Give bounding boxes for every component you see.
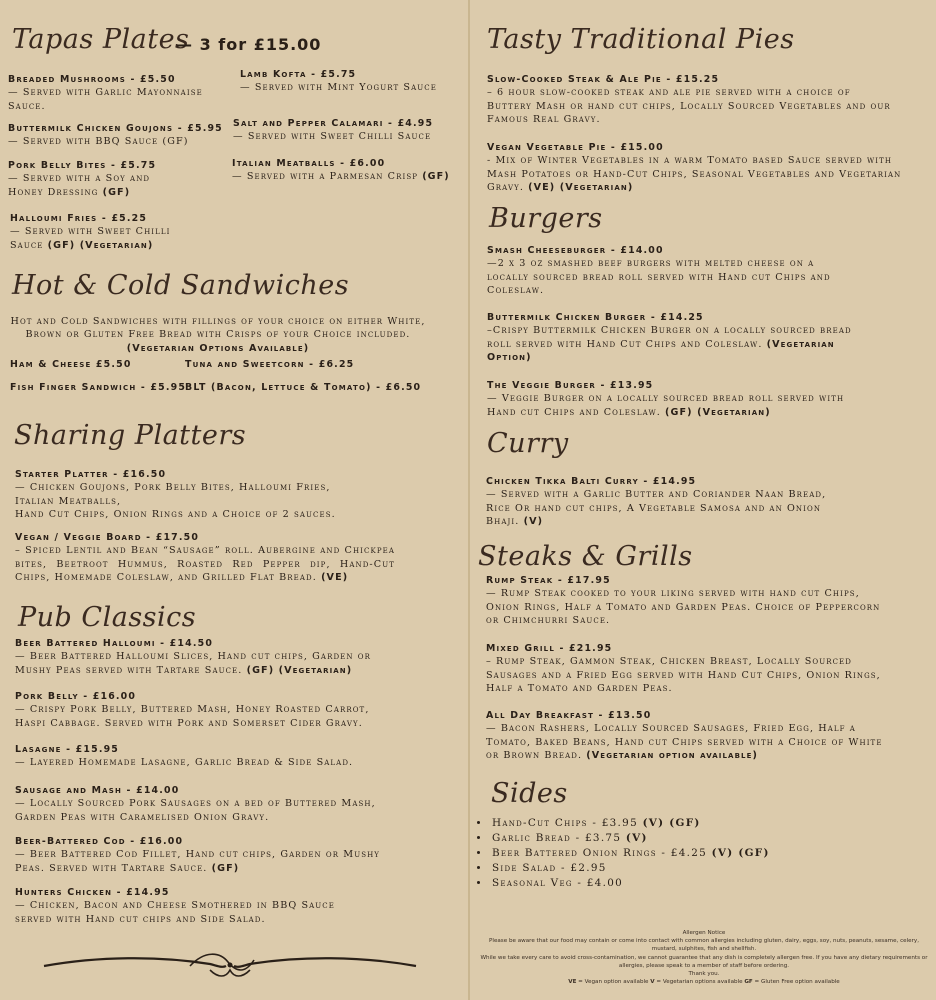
item-title: Starter Platter - £16.50 <box>15 469 167 480</box>
item-title: Beer Battered Halloumi - £14.50 <box>15 638 214 649</box>
item-tag: (Vegetarian Option) <box>487 338 835 363</box>
menu-item <box>486 642 886 695</box>
flourish-ornament <box>40 946 420 982</box>
key-ve: VE <box>568 979 577 986</box>
side-tag: (V) (GF) <box>711 847 770 859</box>
item-desc: — Beer Battered Cod Fillet, Hand cut chips, Garden or Mushy Peas. Served with Tartare Sauce. <box>15 849 381 874</box>
key-ve-text: = Vegan option available <box>576 979 651 986</box>
menu-item <box>487 379 867 419</box>
curry-title: Curry <box>487 428 569 459</box>
key-gf-text: = Gluten Free option available <box>752 979 840 986</box>
item-tag: (VE) (Vegetarian) <box>528 181 634 193</box>
item-tag: (VE) <box>321 571 349 583</box>
item-desc: –Crispy Buttermilk Chicken Burger on a locally sourced bread roll served with Hand Cut Chips and Coleslaw. <box>487 325 852 350</box>
item-desc: - Mix of Winter Vegetables in a warm Tomato based Sauce served with Mash Potatoes or Hand-Cut Chips, Seasonal Vegetables and Vegetarian Gravy. <box>487 155 902 193</box>
tapas-deal: — 3 for £15.00 <box>176 35 322 54</box>
item-tag: (GF) <box>422 171 450 183</box>
item-title: Buttermilk Chicken Goujons - £5.95 <box>8 123 223 134</box>
sandwich-item <box>185 358 354 371</box>
list-item <box>490 831 890 846</box>
item-desc: — Served with a Soy and Honey Dressing <box>8 173 151 198</box>
menu-item <box>8 159 168 199</box>
item-desc: — Beer Battered Halloumi Slices, Hand cut chips, Garden or Mushy Peas served with Tartare Sauce. <box>15 651 371 676</box>
pies-title: Tasty Traditional Pies <box>487 24 795 55</box>
item-title: Smash Cheeseburger - £14.00 <box>487 245 664 256</box>
sandwiches-intro <box>8 315 428 355</box>
item-tag: (V) <box>523 515 544 527</box>
key-gf: GF <box>744 979 753 986</box>
item-tag: (GF) <box>102 186 131 198</box>
item-title: Lamb Kofta - £5.75 <box>240 69 357 80</box>
item-title: Buttermilk Chicken Burger - £14.25 <box>487 312 704 323</box>
item-title: The Veggie Burger - £13.95 <box>487 380 654 391</box>
item-title: Italian Meatballs - £6.00 <box>232 158 386 169</box>
side-label: Seasonal Veg - £4.00 <box>492 877 624 889</box>
allergen-key <box>476 978 932 986</box>
menu-item <box>15 886 355 926</box>
allergen-text: While we take every care to avoid cross-contamination, we cannot guarantee that any dish is completely allergen free. If you have any dietary requirements or allergies, please speak to a member of staff before ordering. <box>480 954 928 969</box>
list-item <box>490 876 890 891</box>
item-title: Rump Steak - £17.95 <box>486 575 611 586</box>
menu-item <box>487 141 902 194</box>
item-title: Beer-Battered Cod - £16.00 <box>15 836 184 847</box>
menu-item <box>15 637 385 677</box>
item-title: Vegan Vegetable Pie - £15.00 <box>487 142 664 153</box>
menu-item <box>486 574 886 627</box>
sides-list <box>470 816 890 891</box>
item-title: BLT (Bacon, Lettuce & Tomato) - £6.50 <box>185 382 422 393</box>
item-desc: – Spiced Lentil and Bean “Sausage” roll. Aubergine and Chickpea bites, Beetroot Hummus, Roasted Red Pepper dip, Hand-Cut Chips, Homemade Coleslaw, and Grilled Flat Bread. <box>15 545 395 583</box>
item-desc: – Rump Steak, Gammon Steak, Chicken Breast, Locally Sourced Sausages and a Fried Egg served with Hand Cut Chips, Onion Rings, Half a Tomato and Garden Peas. <box>486 656 881 694</box>
item-desc: — Served with Mint Yogurt Sauce <box>240 82 437 94</box>
sharing-title: Sharing Platters <box>14 420 247 451</box>
side-label: Garlic Bread - £3.75 <box>492 832 622 844</box>
item-title: All Day Breakfast - £13.50 <box>486 710 652 721</box>
side-label: Beer Battered Onion Rings - £4.25 <box>492 847 708 859</box>
classics-title: Pub Classics <box>18 602 197 633</box>
item-title: Ham & Cheese £5.50 <box>10 359 132 370</box>
item-title: Sausage and Mash - £14.00 <box>15 785 180 796</box>
menu-item <box>15 743 385 770</box>
item-desc: — Served with a Garlic Butter and Coriander Naan Bread, Rice Or hand cut chips, A Vegetable Samosa and an Onion Bhaji. <box>486 489 827 527</box>
item-title: Slow-Cooked Steak & Ale Pie - £15.25 <box>487 74 720 85</box>
allergen-notice <box>476 929 932 986</box>
menu-item <box>487 73 897 126</box>
menu-item <box>15 690 385 730</box>
item-desc: — Served with BBQ Sauce (GF) <box>8 136 189 148</box>
allergen-text: Please be aware that our food may contain or come into contact with common allergies including gluten, dairy, eggs, soy, nuts, peanuts, sesame, celery, mustard, sulphites, fish and shellfish. <box>489 938 919 953</box>
menu-item <box>8 122 223 149</box>
key-v-text: = Vegetarian options available <box>654 979 745 986</box>
menu-item <box>15 784 385 824</box>
item-desc: — Served with Sweet Chilli Sauce <box>233 131 432 143</box>
menu-item <box>15 531 395 584</box>
menu-item <box>487 244 847 297</box>
allergen-thanks: Thank you. <box>688 971 720 978</box>
side-label: Side Salad - £2.95 <box>492 862 607 874</box>
item-desc: Hand Cut Chips, Onion Rings and a Choice of 2 sauces. <box>15 508 336 520</box>
steaks-title: Steaks & Grills <box>478 541 693 572</box>
right-column <box>470 0 936 1000</box>
intro-tag: (Vegetarian Options Available) <box>126 342 310 354</box>
item-desc: — Served with Garlic Mayonnaise Sauce. <box>8 87 203 112</box>
item-desc: — Bacon Rashers, Locally Sourced Sausages, Fried Egg, Half a Tomato, Baked Beans, Hand cut Chips served with a Choice of White or Brown Bread. <box>486 723 883 761</box>
menu-item <box>487 311 867 364</box>
item-title: Hunters Chicken - £14.95 <box>15 887 170 898</box>
item-tag: (Vegetarian option available) <box>586 749 758 761</box>
menu-item <box>486 709 886 762</box>
item-title: Tuna and Sweetcorn - £6.25 <box>185 359 355 370</box>
side-tag: (V) <box>625 832 648 844</box>
item-title: Salt and Pepper Calamari - £4.95 <box>233 118 434 129</box>
item-desc: — Locally Sourced Pork Sausages on a bed of Buttered Mash, Garden Peas with Caramelised Onion Gravy. <box>15 798 376 823</box>
allergen-heading: Allergen Notice <box>682 930 726 936</box>
item-desc: — Served with Sweet Chilli Sauce <box>10 226 171 251</box>
menu-item <box>10 212 190 252</box>
item-title: Breaded Mushrooms - £5.50 <box>8 74 176 85</box>
intro-text: Hot and Cold Sandwiches with fillings of your choice on either White, Brown or Gluten Free Bread with Crisps of your Choice included. <box>10 316 426 341</box>
item-tag: (GF) <box>211 862 240 874</box>
menu-item <box>233 117 458 144</box>
item-desc: – 6 hour slow-cooked steak and ale pie served with a choice of Buttery Mash or hand cut chips, Locally Sourced Vegetables and our Famous Real Gravy. <box>487 87 891 125</box>
item-tag: (GF) (Vegetarian) <box>665 406 771 418</box>
item-desc: — Layered Homemade Lasagne, Garlic Bread & Side Salad. <box>15 757 354 769</box>
item-desc: — Served with a Parmesan Crisp <box>232 171 419 183</box>
burgers-title: Burgers <box>489 203 603 234</box>
menu-item <box>15 835 385 875</box>
item-tag: (GF) (Vegetarian) <box>246 664 353 676</box>
item-title: Pork Belly - £16.00 <box>15 691 137 702</box>
menu-item <box>15 468 365 521</box>
side-tag: (V) (GF) <box>642 817 701 829</box>
menu-item <box>232 157 462 184</box>
item-desc: — Veggie Burger on a locally sourced bread roll served with Hand cut Chips and Coleslaw. <box>487 393 845 418</box>
menu-item <box>240 68 455 95</box>
item-title: Lasagne - £15.95 <box>15 744 120 755</box>
key-v: V <box>650 979 655 986</box>
item-title: Mixed Grill - £21.95 <box>486 643 613 654</box>
side-label: Hand-Cut Chips - £3.95 <box>492 817 638 829</box>
sandwich-item <box>185 381 421 394</box>
item-desc: — Crispy Pork Belly, Buttered Mash, Honey Roasted Carrot, Haspi Cabbage. Served with Pork and Somerset Cider Gravy. <box>15 704 370 729</box>
sides-title: Sides <box>491 778 568 809</box>
item-desc: — Chicken, Bacon and Cheese Smothered in BBQ Sauce served with Hand cut chips and Side Salad. <box>15 900 335 925</box>
list-item <box>490 861 890 876</box>
tapas-title: Tapas Plates <box>12 24 190 55</box>
item-desc: —2 x 3 oz smashed beef burgers with melted cheese on a locally sourced bread roll served with Hand cut Chips and Coleslaw. <box>487 258 831 296</box>
item-title: Chicken Tikka Balti Curry - £14.95 <box>486 476 697 487</box>
item-title: Pork Belly Bites - £5.75 <box>8 160 157 171</box>
item-desc: — Chicken Goujons, Pork Belly Bites, Halloumi Fries, Italian Meatballs, <box>15 482 331 507</box>
item-tag: (GF) (Vegetarian) <box>47 239 154 251</box>
list-item <box>490 846 890 861</box>
menu-item <box>486 475 841 528</box>
item-desc: — Rump Steak cooked to your liking served with hand cut Chips, Onion Rings, Half a Tomato and Garden Peas. Choice of Peppercorn or Chimchurri Sauce. <box>486 588 881 626</box>
sandwich-item <box>10 381 186 394</box>
sandwich-item <box>10 358 132 371</box>
item-title: Halloumi Fries - £5.25 <box>10 213 148 224</box>
list-item <box>490 816 890 831</box>
item-title: Fish Finger Sandwich - £5.95 <box>10 382 187 393</box>
sandwiches-title: Hot & Cold Sandwiches <box>12 270 350 301</box>
item-title: Vegan / Veggie Board - £17.50 <box>15 532 200 543</box>
menu-item <box>8 73 213 113</box>
